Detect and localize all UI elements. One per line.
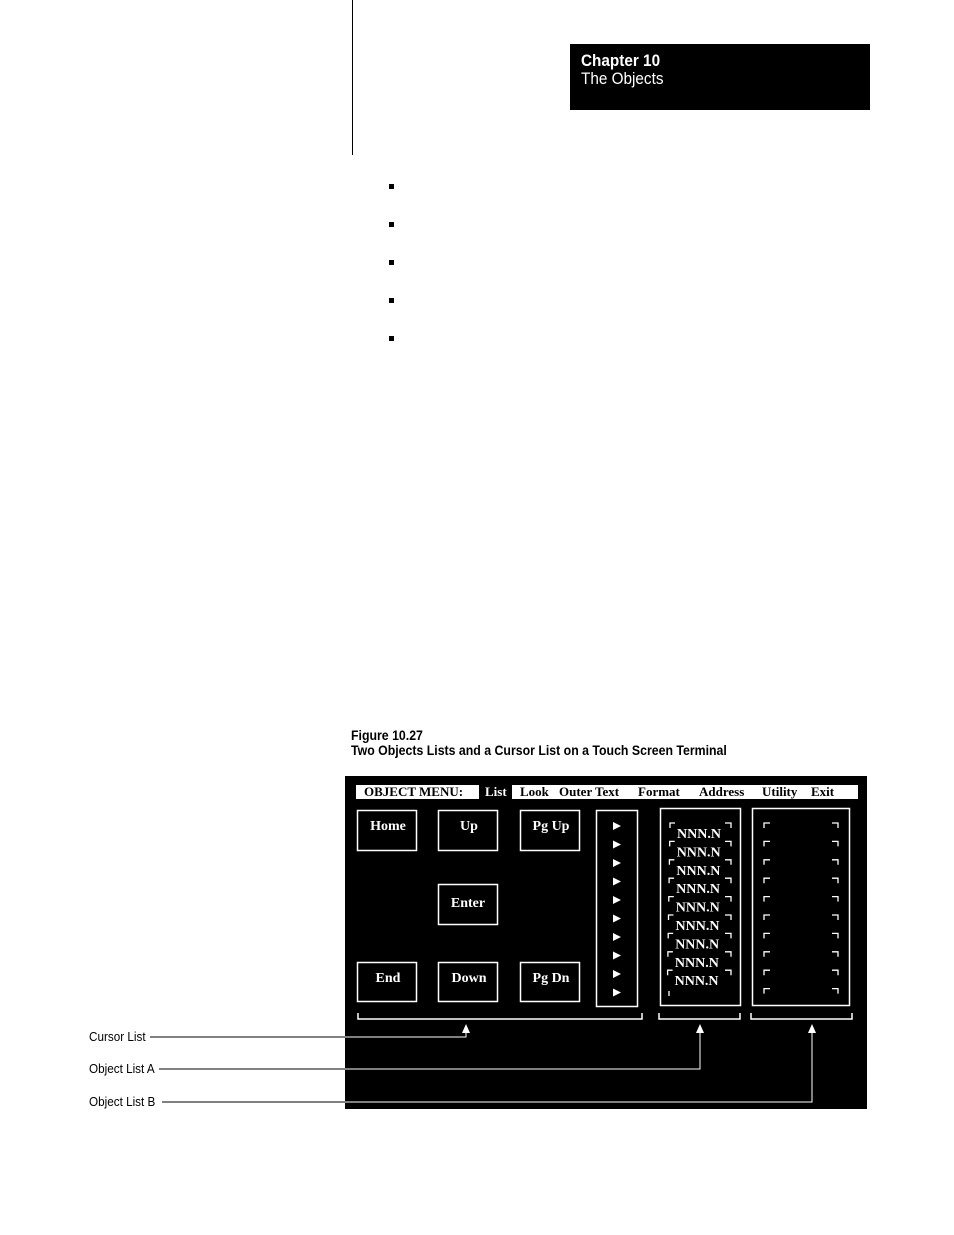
menu-item-look[interactable]: Look [520, 784, 549, 799]
list-a-value: NNN.N [675, 937, 720, 953]
menu-label: OBJECT MENU: [364, 784, 464, 799]
chapter-title: The Objects [581, 69, 664, 88]
list-a-value: NNN.N [674, 955, 719, 971]
end-label: End [375, 971, 401, 986]
menu-item-outer-text[interactable]: Outer Text [559, 784, 620, 799]
list-a-value: NNN.N [676, 882, 721, 898]
menu-item-exit[interactable]: Exit [811, 784, 835, 799]
figure-caption: Two Objects Lists and a Cursor List on a Touch Screen Terminal [351, 742, 727, 758]
menu-item-list[interactable]: List [485, 784, 507, 799]
enter-label: Enter [450, 896, 486, 911]
pgup-label: Pg Up [532, 819, 570, 834]
pgdn-label: Pg Dn [532, 971, 570, 986]
list-a-value: NNN.N [675, 900, 720, 916]
menu-item-address[interactable]: Address [699, 784, 745, 799]
up-label: Up [460, 819, 478, 834]
callout-object-list-a: Object List A [89, 1061, 155, 1076]
callout-cursor-list: Cursor List [89, 1029, 146, 1044]
chapter-number: Chapter 10 [581, 51, 661, 70]
list-a-value: NNN.N [674, 974, 719, 990]
down-label: Down [451, 971, 487, 986]
list-a-value: NNN.N [675, 919, 720, 934]
list-a-value: NNN.N [676, 863, 721, 879]
callout-object-list-b: Object List B [89, 1094, 156, 1109]
figure-number: Figure 10.27 [351, 727, 423, 743]
home-label: Home [370, 819, 406, 834]
menu-item-utility[interactable]: Utility [762, 784, 798, 799]
menu-item-format[interactable]: Format [638, 784, 680, 799]
list-a-value: NNN.N [677, 827, 721, 842]
list-a-value: NNN.N [676, 845, 721, 861]
terminal-screen [345, 776, 867, 1109]
